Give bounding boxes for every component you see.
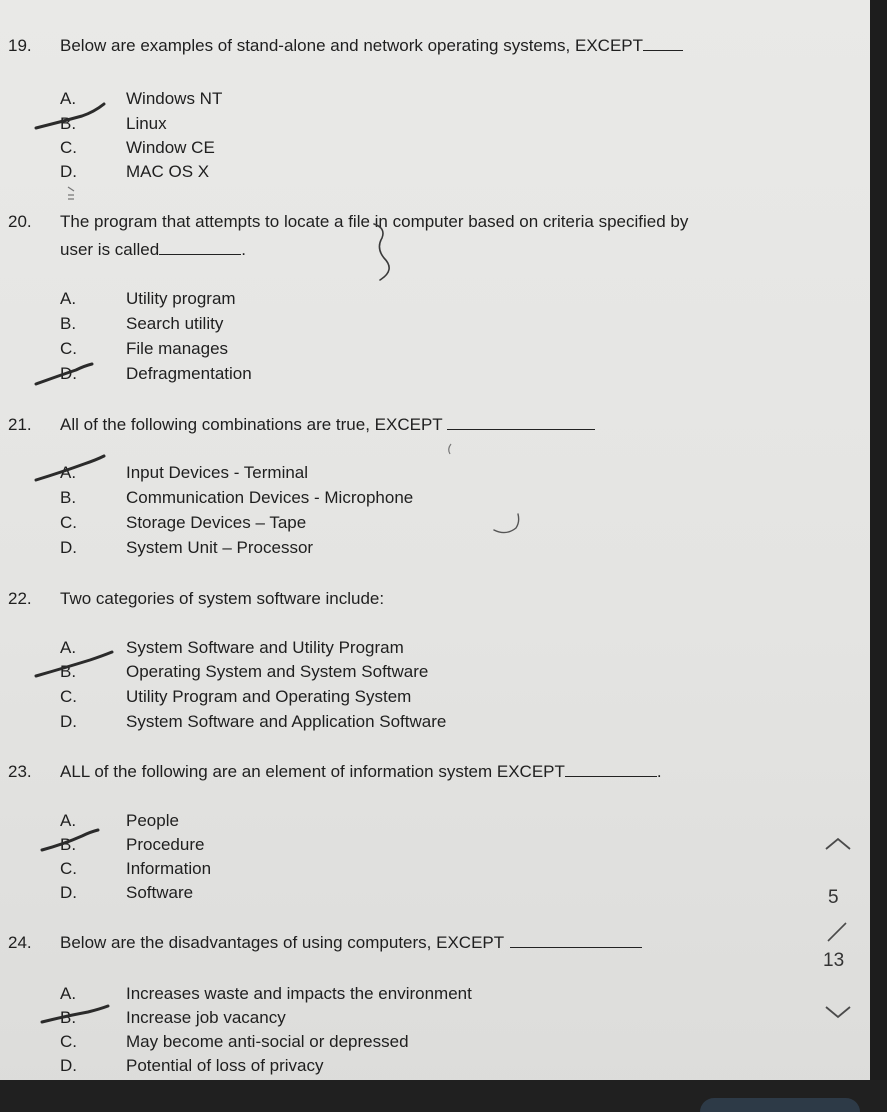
pencil-mark-q20	[30, 360, 100, 390]
page-divider-slash	[824, 921, 850, 943]
question-number: 23.	[8, 762, 32, 781]
screen-edge-bottom	[0, 1080, 887, 1112]
pencil-mark-q21	[30, 452, 110, 486]
question-text: Two categories of system software include:	[60, 589, 385, 608]
question-text: Below are the disadvantages of using computers, EXCEPT	[60, 933, 642, 953]
question-22	[8, 589, 808, 609]
pencil-mark-q23	[36, 826, 106, 856]
question-text: All of the following combinations are true, EXCEPT	[60, 415, 595, 435]
pencil-scribble	[64, 183, 78, 203]
question-19	[8, 36, 808, 56]
total-pages-number: 13	[823, 950, 845, 971]
chevron-up-icon[interactable]	[822, 835, 854, 851]
question-20	[8, 212, 808, 264]
question-text-line-2: user is called .	[60, 240, 246, 259]
bottom-bar-shape	[700, 1098, 860, 1112]
question-text: The program that attempts to locate a file in computer based on criteria specified by	[60, 212, 689, 231]
question-number: 21.	[8, 415, 32, 434]
current-page-number: 5	[828, 887, 839, 908]
question-23	[8, 762, 808, 782]
question-number: 22.	[8, 589, 32, 608]
question-number: 20.	[8, 212, 32, 231]
question-number: 24.	[8, 933, 32, 952]
pencil-mark-q22	[30, 648, 120, 682]
pencil-scribble	[490, 508, 530, 538]
pencil-mark-q19	[30, 100, 110, 136]
chevron-down-icon[interactable]	[822, 1005, 854, 1021]
page-navigator	[818, 835, 858, 1025]
screen-edge-right	[870, 0, 887, 1112]
pencil-mark-q24	[36, 1002, 116, 1028]
question-text: ALL of the following are an element of information system EXCEPT .	[60, 762, 662, 781]
worksheet-page: 19. Below are examples of stand-alone and network operating systems, EXCEPT A. Windows NT B. Linux C. Window CE D. MAC OS X 20. The program that attempts to locate a file in computer based on criteria specified by user is called . A. Utility program B. Search utility C. File manages D. Defragmentation 21. All of the following combinations are true, EXCEPT A. Input Devices - Terminal B. Communication Devices - Microphone C. Storage Devices – Tape D. System Unit – Processor 22. Two categories of system software include: A. System Software and Utility Program B. Operating System and System Software C. Utility Program and Operating System D. System Software and Application Software 23. ALL of the following are an element of information system EXCEPT . A. People B. Procedure C. Information D. Software 24. Below are the disadvantages of using computers, EXCEPT A. Increases waste and impacts the environment B. Increase job vacancy C. May become anti-social or depressed D. Potential of loss of privacy	[0, 0, 870, 1080]
pencil-scribble	[366, 218, 406, 288]
question-24	[8, 933, 788, 953]
question-text: Below are examples of stand-alone and network operating systems, EXCEPT	[60, 36, 683, 56]
question-21	[8, 415, 808, 435]
question-number: 19.	[8, 36, 32, 55]
pencil-scribble	[444, 442, 454, 456]
